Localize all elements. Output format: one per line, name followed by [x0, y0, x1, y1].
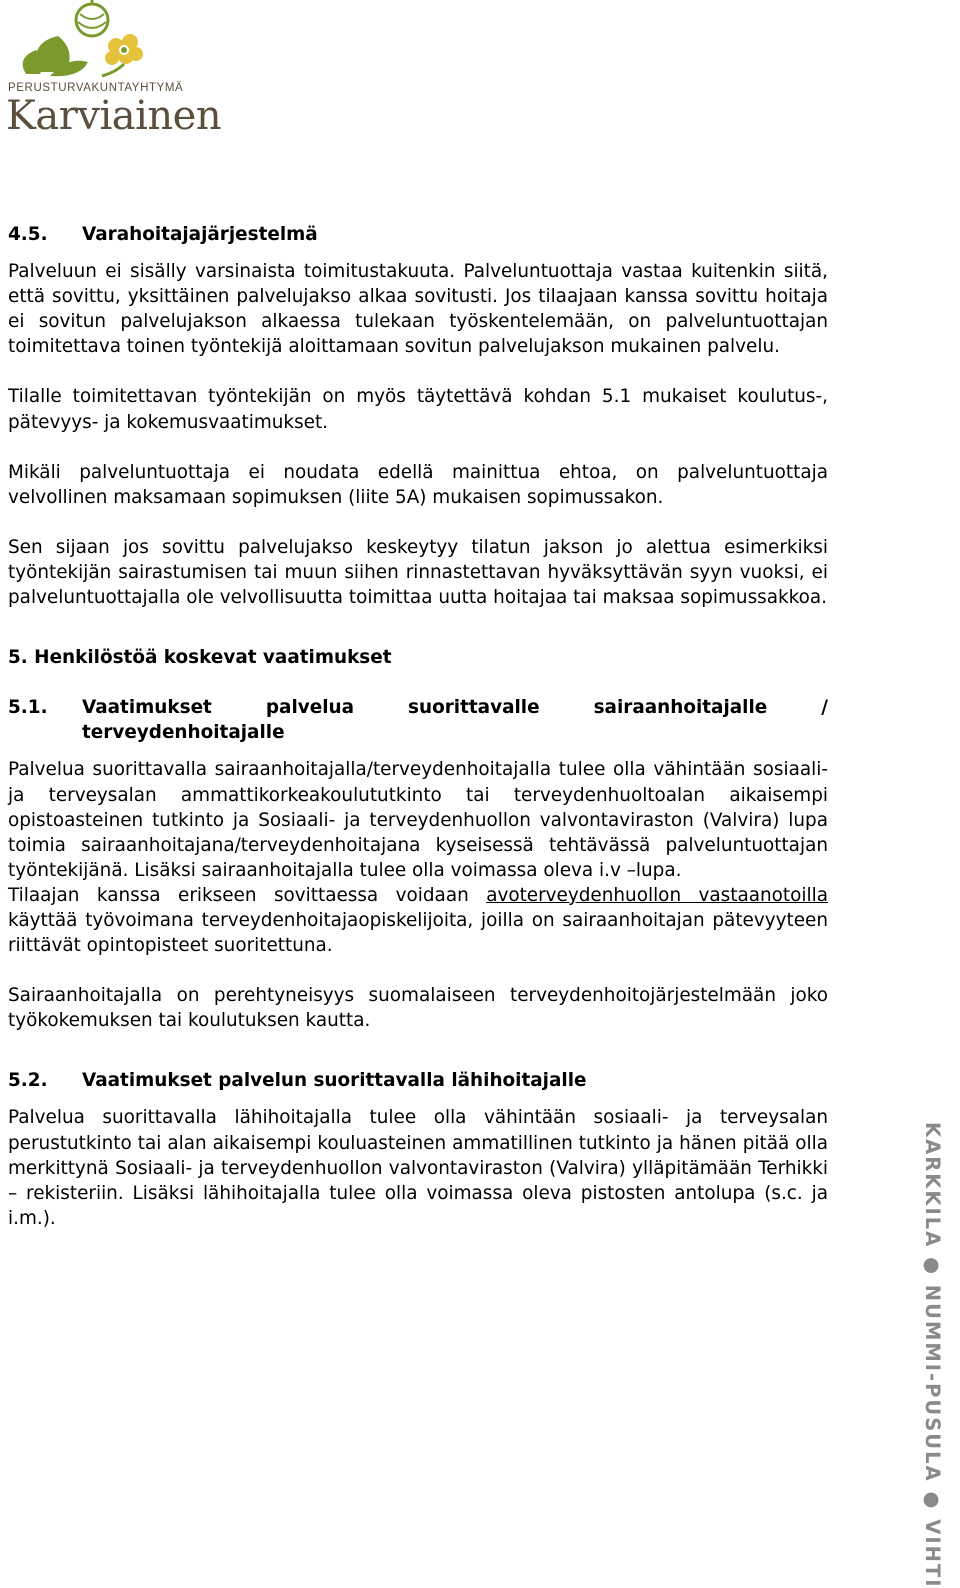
text-run: käyttää työvoimana terveydenhoitajaopiskelijoita, joilla on sairaanhoitajan pätevyyteen riittävät opintopisteet suoritettuna. [8, 909, 828, 957]
section-title: Vaatimukset palvelua suorittavalle sairaanhoitajalle / terveydenhoitajalle [82, 697, 828, 744]
paragraph [8, 883, 828, 958]
paragraph: Palveluun ei sisälly varsinaista toimitustakuuta. Palveluntuottaja vastaa kuitenkin siitä, että sovittu, yksittäinen palvelujakso alkaa sovitusti. Jos tilaajaan kanssa sovittu hoitaja ei sovitun palvelujakson alkaessa tulekaan työskentelemään, on palveluntuottajan toimitettava toinen työntekijä aloittamaan sovitun palvelujakson mukainen palvelu. [8, 261, 828, 358]
section-title: Varahoitajajärjestelmä [82, 224, 318, 245]
section-heading-5-1 [8, 695, 828, 745]
gooseberry-leaf-logo-icon [6, 0, 178, 84]
paragraph: Mikäli palveluntuottaja ei noudata edellä mainittua ehtoa, on palveluntuottaja velvollinen maksamaan sopimuksen (liite 5A) mukaisen sopimussakon. [8, 461, 828, 508]
paragraph: Sairaanhoitajalla on perehtyneisyys suomalaiseen terveydenhoitojärjestelmään joko työkokemuksen tai koulutuksen kautta. [8, 985, 828, 1032]
paragraph: Tilalle toimitettavan työntekijän on myös täytettävä kohdan 5.1 mukaiset koulutus-, pätevyys- ja kokemusvaatimukset. [8, 386, 828, 433]
document-body [8, 222, 828, 1231]
logo-wordmark: Karviainen [6, 93, 222, 139]
text-run: Tilaajan kanssa erikseen sovittaessa voidaan [8, 884, 487, 906]
section-number: 5.2. [8, 1070, 48, 1092]
paragraph: Palvelua suorittavalla lähihoitajalla tulee olla vähintään sosiaali- ja terveysalan perustutkinto tai alan aikaisempi kouluasteinen ammatillinen tutkinto ja hänen pitää olla merkittynä Sosiaali- ja terveydenhuollon valvontaviraston (Valvira) ylläpitämään Terhikki – rekisteriin. Lisäksi lähihoitajalla tulee olla voimassa oleva pistosten antolupa (s.c. ja i.m.). [8, 1107, 828, 1229]
section-number: 4.5. [8, 224, 48, 245]
paragraph: Palvelua suorittavalla sairaanhoitajalla/terveydenhoitajalla tulee olla vähintään sosiaali- ja terveysalan ammattikorkeakoulututkinto tai terveydenhuoltoalan aikaisempi opistoasteinen tutkinto ja Sosiaali- ja terveydenhuollon valvontaviraston (Valvira) lupa toimia sairaanhoitajana/terveydenhoitajana kyseisessä tehtävässä palveluntuottajan työntekijänä. Lisäksi sairaanhoitajalla tulee olla voimassa oleva i.v –lupa. [8, 759, 828, 881]
sidebar-municipalities: KARKKILA ● NUMMI-PUSULA ● VIHTI [921, 1122, 944, 1588]
section-heading-5: 5. Henkilöstöä koskevat vaatimukset [8, 647, 392, 669]
section-heading-5-2 [8, 1068, 828, 1093]
underlined-term: avoterveydenhuollon vastaanotoilla [486, 884, 828, 906]
paragraph: Sen sijaan jos sovittu palvelujakso keskeytyy tilatun jakson jo alettua esimerkiksi työntekijän sairastumisen tai muun siihen rinnastettavan hyväksyttävän syyn vuoksi, ei palveluntuottajalla ole velvollisuutta toimittaa uutta hoitajaa tai maksaa sopimussakkoa. [8, 536, 828, 609]
section-heading-4-5 [8, 222, 828, 247]
section-number: 5.1. [8, 697, 48, 719]
logo-subtitle: PERUSTURVAKUNTAYHTYMÄ [8, 82, 184, 94]
section-title: Vaatimukset palvelun suorittavalla lähihoitajalle [82, 1070, 587, 1092]
